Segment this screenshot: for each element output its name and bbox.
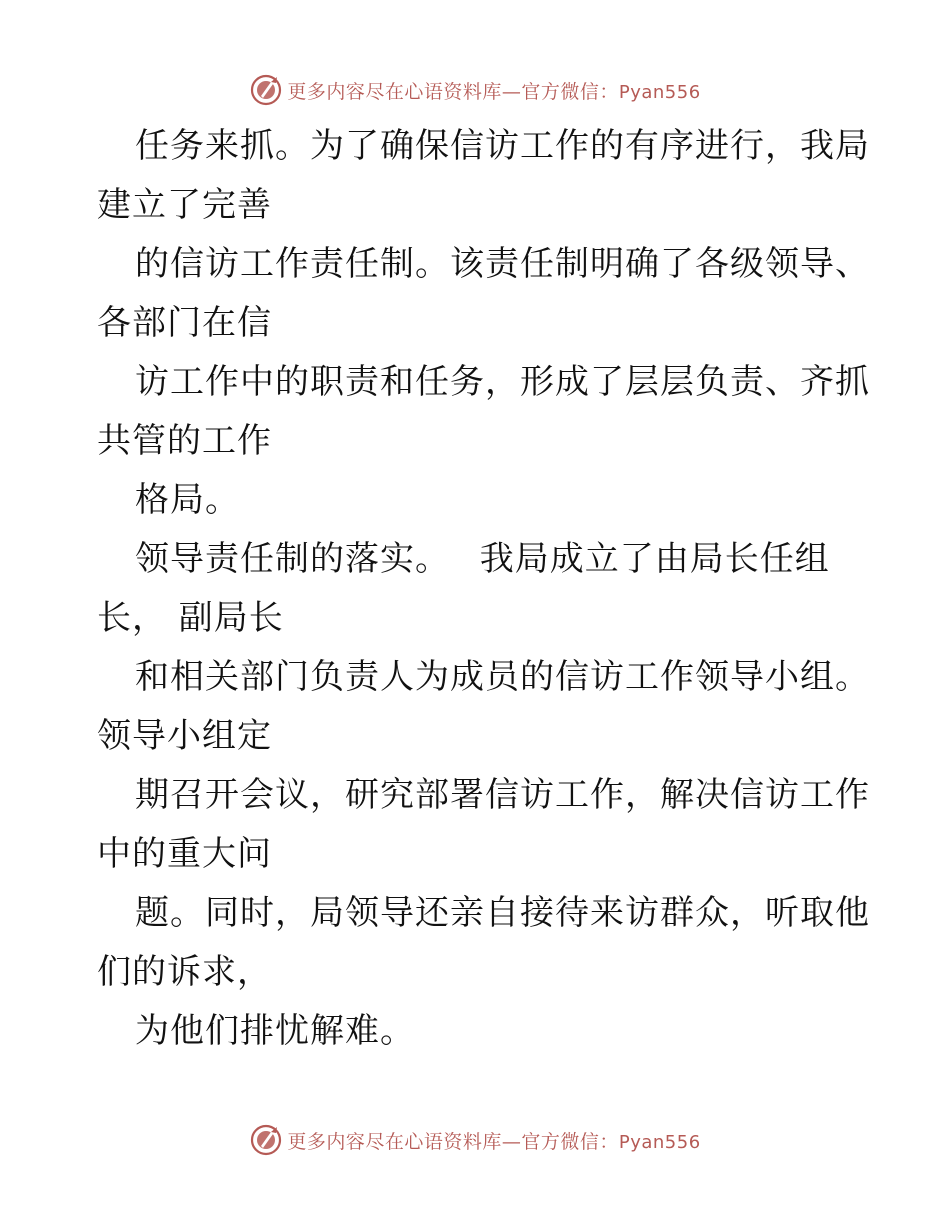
- body-text-line: 的信访工作责任制。该责任制明确了各级领导、: [135, 244, 870, 284]
- body-text-line: 领导责任制的落实。 我局成立了由局长任组: [135, 539, 830, 579]
- footer-banner-text-cn: 更多内容尽在心语资料库—官方微信：: [287, 1130, 619, 1153]
- header-banner: [0, 70, 950, 110]
- body-text-line: 中的重大问: [97, 834, 272, 874]
- body-text-line: 长， 副局长: [97, 598, 284, 638]
- body-text-line: 期召开会议，研究部署信访工作，解决信访工作: [135, 775, 870, 815]
- quill-seal-icon: [249, 1123, 283, 1157]
- body-text-line: 和相关部门负责人为成员的信访工作领导小组。: [135, 657, 870, 697]
- document-body: [97, 117, 870, 1061]
- footer-banner-text: [287, 1127, 700, 1154]
- body-text-line: 各部门在信: [97, 303, 272, 343]
- body-text-line: 为他们排忧解难。: [135, 1011, 415, 1051]
- body-text-line: 共管的工作: [97, 421, 272, 461]
- header-banner-wechat-id: Pyan556: [618, 81, 701, 103]
- body-text-line: 领导小组定: [97, 716, 272, 756]
- footer-banner-wechat-id: Pyan556: [618, 1131, 701, 1153]
- header-banner-text-cn: 更多内容尽在心语资料库—官方微信：: [287, 80, 619, 103]
- quill-seal-icon: [249, 73, 283, 107]
- body-text-line: 访工作中的职责和任务，形成了层层负责、齐抓: [135, 362, 870, 402]
- body-text-line: 们的诉求，: [97, 952, 272, 992]
- body-text-line: 建立了完善: [97, 185, 272, 225]
- body-text-line: 题。同时，局领导还亲自接待来访群众，听取他: [135, 893, 870, 933]
- body-text-line: 格局。: [135, 480, 240, 520]
- header-banner-text: [287, 77, 700, 104]
- body-text-line: 任务来抓。为了确保信访工作的有序进行，我局: [135, 126, 870, 166]
- footer-banner: [0, 1120, 950, 1160]
